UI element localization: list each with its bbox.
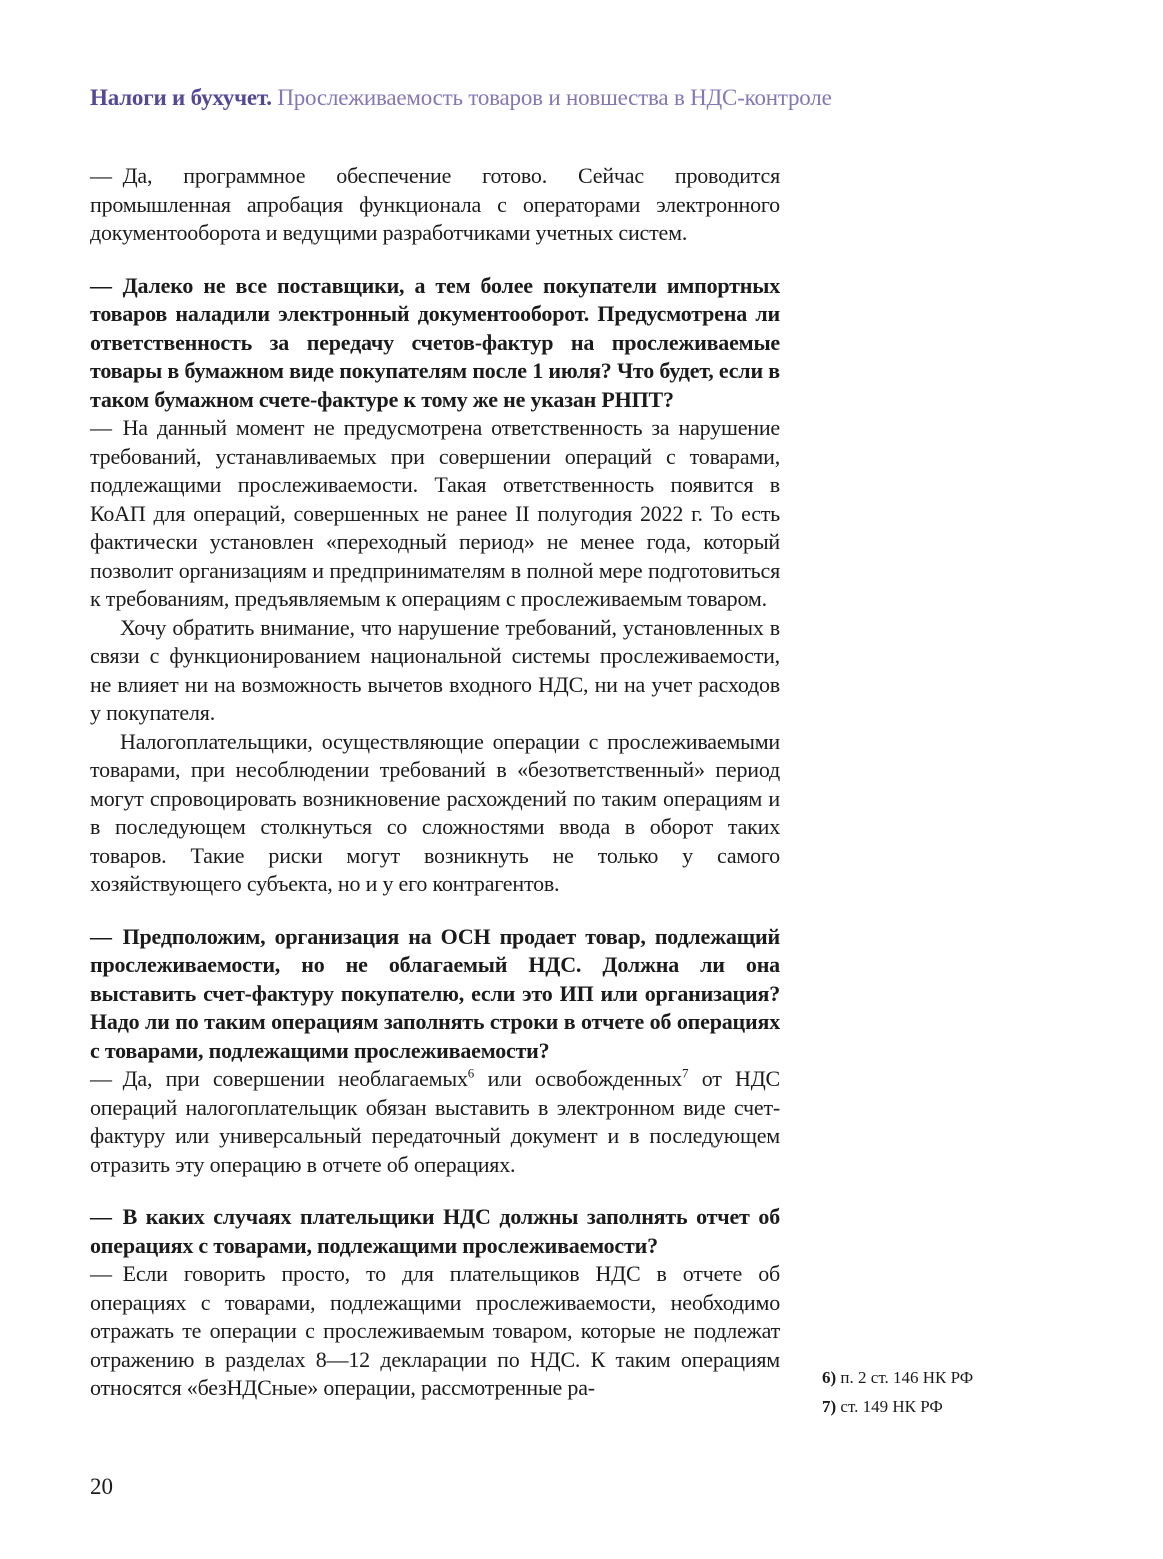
answer-text-segment: или освобожденных: [474, 1066, 682, 1091]
running-head: [90, 84, 1070, 112]
footnote-7-marker: 7): [822, 1397, 837, 1416]
expert-answer-1: — Да, программное обеспечение готово. Сейчас проводится промышленная апробация функционала с операторами электронного документооборота и ведущими разработчиками учетных систем.: [90, 163, 780, 245]
expert-answer-2: — На данный момент не предусмотрена ответственность за нарушение требований, устанавливаемых при совершении операций с товарами, подлежащими прослеживаемости. Такая ответственность появится в КоАП для операций, совершенных не ранее II полугодия 2022 г. То есть фактически установлен «переходный период» не менее года, который позволит организациям и предпринимателям в полной мере подготовиться к требованиям, предъявляемым к операциям с прослеживаемым товаром.: [90, 415, 780, 611]
answer-text-segment: — Да, при совершении необлагаемых: [90, 1066, 468, 1091]
footnote-6-marker: 6): [822, 1368, 837, 1387]
footnote-6: [822, 1363, 1122, 1392]
footnote-6-text: п. 2 ст. 146 НК РФ: [836, 1368, 974, 1387]
article-title: Прослеживаемость товаров и новшества в НДС-контроле: [271, 85, 832, 110]
body-paragraph-2: Налогоплательщики, осуществляющие операции с прослеживаемыми товарами, при несоблюдении требований в «безответственный» период могут спровоцировать возникновение расхождений по таким операциям и в последующем столкнуться со сложностями ввода в оборот таких товаров. Такие риски могут возникнуть не только у самого хозяйствующего субъекта, но и у его контрагентов.: [90, 728, 780, 896]
interviewer-question-3: — В каких случаях плательщики НДС должны заполнять отчет об операциях с товарами, подлежащими прослеживаемости?: [90, 1204, 780, 1258]
expert-answer-4: — Если говорить просто, то для плательщиков НДС в отчете об операциях с товарами, подлежащими прослеживаемости, необходимо отражать те операции с прослеживаемым товаром, которые не подлежат отражению в разделах 8—12 декларации по НДС. К таким операциям относятся «безНДСные» операции, рассмотренные ра-: [90, 1261, 780, 1400]
footnote-ref-7: 7: [681, 1065, 689, 1081]
margin-footnotes: [822, 1363, 1122, 1421]
footnote-7: [822, 1392, 1122, 1421]
page-number: 20: [90, 1474, 113, 1499]
answer-text-segment: от НДС операций налогоплательщик обязан выставить в электронном виде счет-фактуру или универсальный передаточный документ и в последующем отразить эту операцию в отчете об операциях.: [90, 1066, 780, 1177]
article-body: [90, 162, 780, 1403]
footnote-7-text: ст. 149 НК РФ: [836, 1397, 943, 1416]
interviewer-question-1: — Далеко не все поставщики, а тем более покупатели импортных товаров наладили электронный документооборот. Предусмотрена ли ответственность за передачу счетов-фактур на прослеживаемые товары в бумажном виде покупателям после 1 июля? Что будет, если в таком бумажном счете-фактуре к тому же не указан РНПТ?: [90, 272, 780, 412]
interviewer-question-2: — Предположим, организация на ОСН продает товар, подлежащий прослеживаемости, но не облагаемый НДС. Должна ли она выставить счет-фактуру покупателю, если это ИП или организация? Надо ли по таким операциям заполнять строки в отчете об операциях с товарами, подлежащими прослеживаемости?: [90, 923, 780, 1063]
footnote-ref-6: 6: [467, 1065, 475, 1081]
body-paragraph-1: Хочу обратить внимание, что нарушение требований, установленных в связи с функционированием национальной системы прослеживаемости, не влияет ни на возможность вычетов входного НДС, ни на учет расходов у покупателя.: [90, 614, 780, 725]
expert-answer-3: [90, 1065, 780, 1179]
magazine-brand: Налоги и бухучет.: [90, 85, 272, 110]
